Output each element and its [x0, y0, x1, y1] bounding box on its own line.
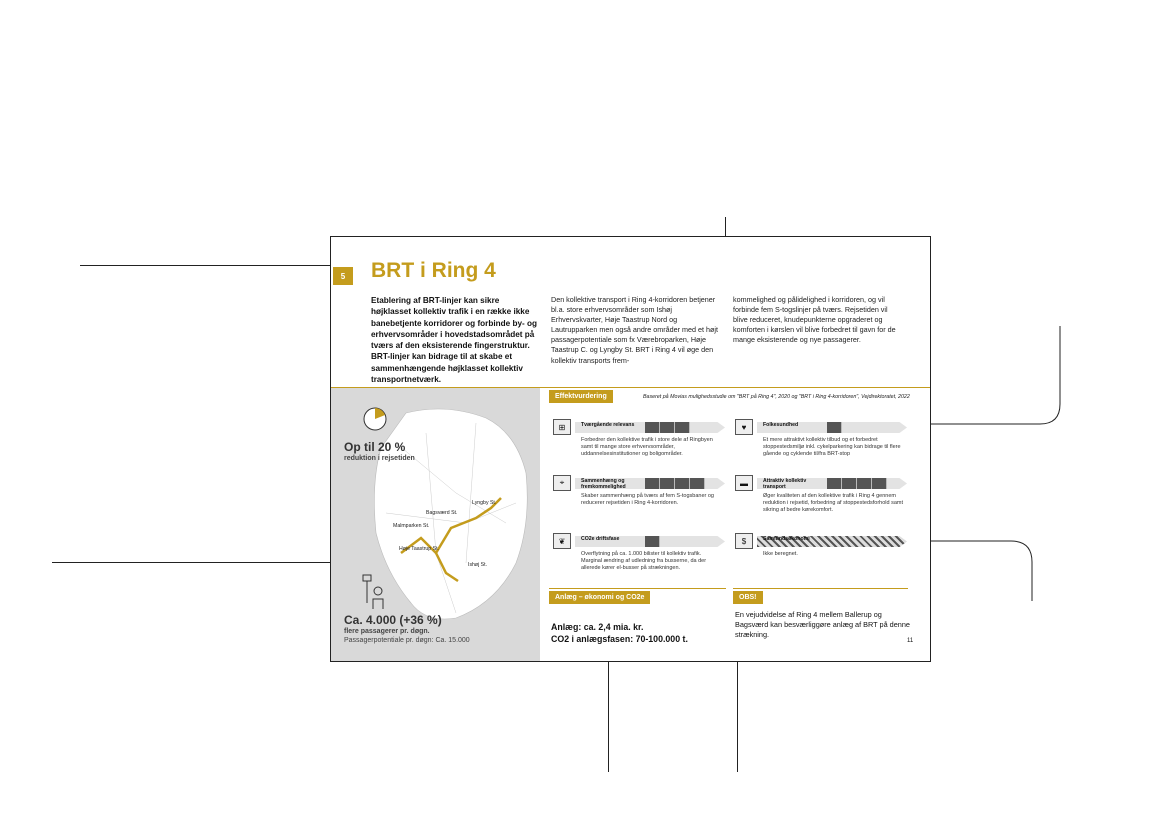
clock-icon: [361, 405, 389, 433]
intro-text: Etablering af BRT-linjer kan sikre højklasset kollektiv trafik i en række ikke banebetjente korridorer og forbinde by- og erhvervsområder i hovedstadsområdet på tværs af den eksisterende fingerstruktur. BRT-linjer kan bidrage til at skabe et sammenhængende højklasset kollektiv transportnetværk.: [371, 296, 538, 385]
annotation-line-left-panel: [52, 562, 340, 563]
money-icon: $: [735, 533, 753, 549]
effect-desc: Et mere attraktivt kollektiv tilbud og et forbedret stoppestedsmiljø inkl. cykelparkering kan bidrage til flere gående og cyklende til/fra BRT-stop: [763, 437, 901, 458]
stat-travel-time-label: reduktion i rejsetiden: [344, 455, 415, 462]
effect-desc: Skaber sammenhæng på tværs af fem S-togsbaner og reducerer rejsetiden i Ring 4-korridoren.: [581, 493, 714, 507]
stat-travel-time-value: Op til 20 %: [344, 440, 406, 454]
anlaeg-tag: Anlæg – økonomi og CO2e: [549, 591, 650, 604]
body-column-1: Den kollektive transport i Ring 4-korridoren betjener bl.a. store erhvervsområder som Ishøj Erhvervskvarter, Høje Taastrup Nord og Lautrupparken men også andre områder med et højt passagerpotentiale som fx Værebroparken, Høje Taastrup C. og Lyngby St. BRT i Ring 4 vil øge den kollektiv transports frem-: [551, 295, 719, 365]
score-segment: [827, 478, 842, 489]
effect-label: Tværgående relevans: [581, 422, 635, 428]
score-segment: [872, 478, 887, 489]
effect-label: Attraktiv kollektiv transport: [763, 478, 807, 490]
bus-icon: ▬: [735, 475, 753, 491]
map-label-bagsvaerd: Bagsværd St.: [426, 510, 458, 516]
score-segment: [690, 478, 705, 489]
document-page: [330, 236, 931, 662]
effect-desc: Ikke beregnet.: [763, 551, 798, 557]
effektvurdering-tag: Effektvurdering: [549, 390, 613, 403]
effect-label: Sammenhæng og fremkommelighed: [581, 478, 626, 490]
obs-tag: OBS!: [733, 591, 763, 604]
score-segment: [645, 536, 660, 547]
person-heart-icon: ♥: [735, 419, 753, 435]
score-segment: [645, 478, 660, 489]
section-number-badge: 5: [333, 267, 353, 285]
route-icon: ⌖: [553, 475, 571, 491]
annotation-curve-right: [910, 320, 1070, 440]
left-info-panel: [331, 388, 540, 662]
effect-label: Samfundsøkonomi: [763, 536, 810, 542]
stat-passenger-potential: Passagerpotentiale pr. døgn: Ca. 15.000: [344, 637, 470, 644]
obs-divider: [733, 588, 908, 589]
score-segment: [660, 478, 675, 489]
anlaeg-values: [551, 621, 688, 645]
effect-desc: Overflytning på ca. 1.000 bilister til kollektiv trafik. Marginal ændring af udledning fra busserne, da der allerede kører el-busser på strækningen.: [581, 551, 707, 572]
stat-passengers-label: flere passagerer pr. døgn.: [344, 628, 430, 635]
stat-passengers-value: Ca. 4.000 (+36 %): [344, 613, 442, 627]
page-title: BRT i Ring 4: [371, 259, 496, 282]
map-label-lyngby: Lyngby St.: [472, 500, 497, 506]
score-segment: [675, 422, 690, 433]
effect-desc: Øger kvaliteten af den kollektive trafik i Ring 4 gennem reduktion i rejsetid, forbedring af stoppestedsforhold samt sikring af bedre kørekomfort.: [763, 493, 904, 514]
effect-label: CO2e driftsfase: [581, 536, 620, 542]
effect-item-attraktiv: [735, 475, 910, 525]
obs-text: En vejudvidelse af Ring 4 mellem Ballerup og Bagsværd kan besværliggøre anlæg af BRT på denne strækning.: [735, 610, 910, 639]
score-segment: [660, 422, 675, 433]
score-segment: [857, 478, 872, 489]
leaf-icon: ❦: [553, 533, 571, 549]
effect-item-sammenhaeng: [553, 475, 728, 525]
score-segment: [645, 422, 660, 433]
annotation-line-obs: [737, 650, 738, 772]
score-segment: [675, 478, 690, 489]
network-icon: ⊞: [553, 419, 571, 435]
effect-label: Folkesundhed: [763, 422, 799, 428]
effektvurdering-source: Baseret på Movias mulighedsstudie om "BRT på Ring 4", 2020 og "BRT i Ring 4-korridoren", Vejdirektoratet, 2022: [643, 394, 910, 400]
anlaeg-co2: CO2 i anlægsfasen: 70-100.000 t.: [551, 634, 688, 644]
effect-desc: Forbedrer den kollektive trafik i store dele af Ringbyen samt til mange store erhvervsområder, uddannelsesinstitutioner og boligområder.: [581, 437, 713, 458]
annotation-line-title: [80, 265, 338, 266]
anlaeg-divider: [549, 588, 726, 589]
map-label-ishoej: Ishøj St.: [468, 562, 488, 568]
score-segment: [827, 422, 842, 433]
map-label-hoeje-taastrup: Høje Taastrup St.: [399, 546, 439, 552]
annotation-curve-hatch: [915, 535, 1045, 605]
annotation-line-anlaeg: [608, 650, 609, 772]
effect-item-samfundsoekonomi: [735, 533, 910, 583]
score-segment: [842, 478, 857, 489]
effect-item-co2-drift: [553, 533, 728, 583]
anlaeg-cost: Anlæg: ca. 2,4 mia. kr.: [551, 622, 644, 632]
page-number: 11: [907, 638, 914, 644]
effect-item-folkesundhed: [735, 419, 910, 469]
passenger-icon: [361, 573, 387, 611]
effect-item-tvaergaaende: [553, 419, 728, 469]
body-column-2: kommelighed og pålidelighed i korridoren, og vil forbinde fem S-togslinjer på tværs. Rejsetiden vil blive reduceret, knudepunkterne opgraderet og komforten i kørslen vil blive forbedret til gavn for de mange eksisterende og nye passagerer.: [733, 295, 896, 345]
map-label-malmparken: Malmparken St.: [393, 523, 430, 529]
